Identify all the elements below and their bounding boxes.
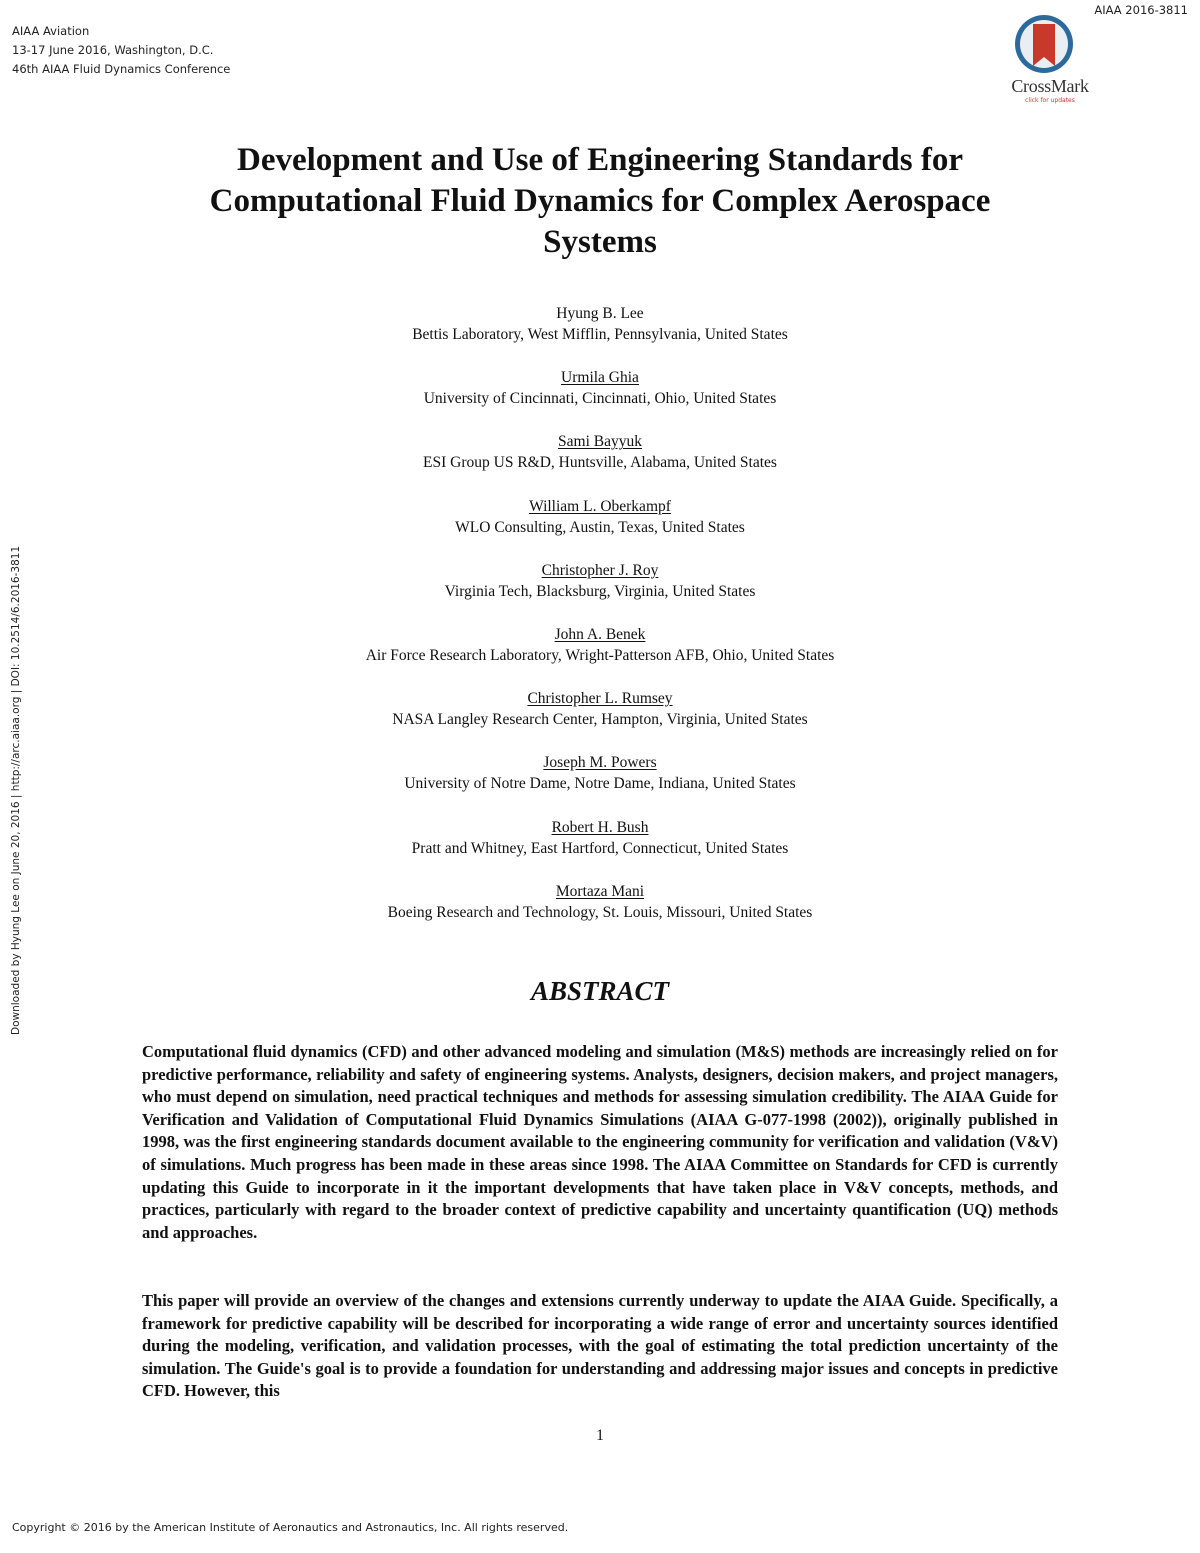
author-name: Hyung B. Lee bbox=[556, 305, 644, 322]
author-name: Sami Bayyuk bbox=[558, 433, 642, 451]
author-name: Christopher L. Rumsey bbox=[527, 690, 673, 708]
author-block bbox=[200, 881, 1000, 945]
author-name: William L. Oberkampf bbox=[529, 497, 671, 515]
download-watermark: Downloaded by Hyung Lee on June 20, 2016 | http://arc.aiaa.org | DOI: 10.2514/6.2016-3811 bbox=[10, 545, 22, 1035]
abstract-paragraph: Computational fluid dynamics (CFD) and other advanced modeling and simulation (M&S) methods are increasingly relied on for predictive performance, reliability and safety of engineering systems. Analysts, designers, decision makers, and project managers, who must depend on simulation, need practical techniques and methods for assessing simulation credibility. The AIAA Guide for Verification and Validation of Computational Fluid Dynamics Simulations (AIAA G-077-1998 (2002)), originally published in 1998, was the first engineering standards document available to the engineering community for verification and validation (V&V) of simulations. Much progress has been made in these areas since 1998. The AIAA Committee on Standards for CFD is currently updating this Guide to incorporate in it the important developments that have taken place in V&V concepts, methods, and practices, particularly with regard to the broader context of predictive capability and uncertainty quantification (UQ) methods and approaches. bbox=[142, 1042, 1058, 1242]
author-name: John A. Benek bbox=[554, 625, 646, 643]
author-block bbox=[200, 624, 1000, 688]
author-affiliation: Boeing Research and Technology, St. Louis, Missouri, United States bbox=[387, 903, 813, 921]
author-block bbox=[200, 817, 1000, 881]
author-block bbox=[200, 560, 1000, 624]
crossmark-label: CrossMark bbox=[1011, 76, 1089, 96]
author-block bbox=[200, 431, 1000, 495]
crossmark-sublabel: click for updates bbox=[1025, 97, 1075, 104]
author-affiliation: ESI Group US R&D, Huntsville, Alabama, United States bbox=[423, 454, 777, 472]
conference-subtitle: 46th AIAA Fluid Dynamics Conference bbox=[12, 62, 231, 76]
conference-info bbox=[12, 22, 230, 79]
abstract-heading: ABSTRACT bbox=[530, 976, 670, 1006]
author-affiliation: Air Force Research Laboratory, Wright-Patterson AFB, Ohio, United States bbox=[365, 646, 835, 664]
author-affiliation: University of Notre Dame, Notre Dame, Indiana, United States bbox=[404, 775, 796, 793]
copyright-notice: Copyright © 2016 by the American Institute of Aeronautics and Astronautics, Inc. All rights reserved. bbox=[12, 1521, 569, 1534]
conference-date-location: 13-17 June 2016, Washington, D.C. bbox=[12, 43, 214, 57]
author-block bbox=[200, 688, 1000, 752]
conference-name: AIAA Aviation bbox=[12, 24, 90, 38]
paper-title: Development and Use of Engineering Standards for Computational Fluid Dynamics for Complex Aerospace Systems bbox=[209, 142, 991, 260]
author-name: Joseph M. Powers bbox=[543, 754, 657, 772]
crossmark-badge[interactable] bbox=[1000, 12, 1100, 104]
author-block bbox=[200, 303, 1000, 367]
abstract-paragraph: This paper will provide an overview of the changes and extensions currently underway to update the AIAA Guide. Specifically, a framework for predictive capability will be described for incorporating a wide range of error and uncertainty sources identified during the modeling, verification, and validation processes, with the goal of estimating the total prediction uncertainty of the simulation. The Guide's goal is to provide a foundation for understanding and addressing major issues and concepts in predictive CFD. However, this bbox=[142, 1291, 1058, 1401]
author-affiliation: Pratt and Whitney, East Hartford, Connecticut, United States bbox=[411, 839, 789, 857]
page-number: 1 bbox=[596, 1427, 604, 1444]
author-name: Urmila Ghia bbox=[561, 369, 639, 387]
author-name: Robert H. Bush bbox=[551, 818, 649, 836]
crossmark-icon bbox=[1000, 12, 1100, 78]
author-list bbox=[200, 303, 1000, 945]
author-name: Christopher J. Roy bbox=[541, 561, 659, 579]
author-block bbox=[200, 496, 1000, 560]
author-affiliation: Bettis Laboratory, West Mifflin, Pennsylvania, United States bbox=[412, 326, 788, 343]
author-block bbox=[200, 752, 1000, 816]
author-affiliation: NASA Langley Research Center, Hampton, Virginia, United States bbox=[392, 711, 808, 729]
author-block bbox=[200, 367, 1000, 431]
author-affiliation: Virginia Tech, Blacksburg, Virginia, United States bbox=[444, 582, 756, 600]
author-name: Mortaza Mani bbox=[555, 882, 645, 900]
author-affiliation: University of Cincinnati, Cincinnati, Ohio, United States bbox=[423, 390, 777, 408]
author-affiliation: WLO Consulting, Austin, Texas, United States bbox=[455, 518, 745, 536]
paper-id: AIAA 2016-3811 bbox=[1094, 3, 1188, 17]
